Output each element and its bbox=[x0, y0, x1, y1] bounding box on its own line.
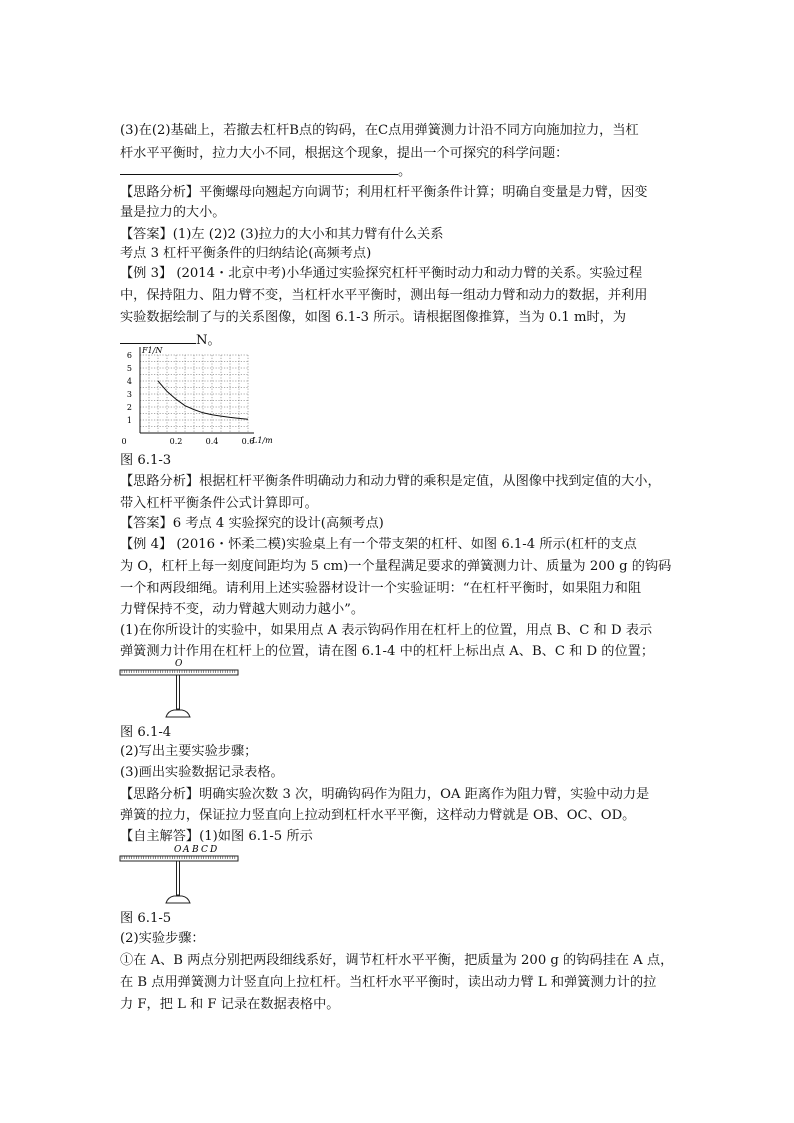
section-heading: 考点 3 杠杆平衡条件的归纳结论(高频考点) bbox=[120, 246, 372, 261]
text-line: 弹簧测力计作用在杠杆上的位置，请在图 6.1-4 中的杠杆上标出点 A、B、C 和 D 的位置； bbox=[120, 644, 655, 659]
f-l-graph bbox=[116, 345, 286, 445]
text-line: 力臂保持不变，动力臂越大则动力越小”。 bbox=[120, 602, 365, 617]
text-line: N。 bbox=[120, 331, 221, 350]
lever-figure-6-1-4 bbox=[118, 657, 244, 719]
text-line: 杆水平平衡时，拉力大小不同，根据这个现象，提出一个可探究的科学问题： bbox=[120, 146, 569, 161]
figure-caption: 图 6.1-5 bbox=[120, 911, 172, 926]
point-label-b: B bbox=[192, 845, 199, 855]
lever-base bbox=[166, 896, 190, 903]
point-label-o: O bbox=[174, 845, 182, 855]
text-line: (2)写出主要实验步骤； bbox=[120, 744, 258, 759]
pivot-label: O bbox=[175, 659, 183, 669]
text-line: 【思路分析】明确实验次数 3 次，明确钩码作为阻力，OA 距离作为阻力臂，实验中动力是 bbox=[120, 787, 650, 802]
answer-blank bbox=[120, 331, 196, 344]
x-axis-label: L1/m bbox=[252, 436, 273, 445]
figure-caption: 图 6.1-3 bbox=[120, 453, 172, 468]
text-line: 在 B 点用弹簧测力计竖直向上拉杠杆。当杠杆水平平衡时，读出动力臂 L 和弹簧测力计的拉 bbox=[120, 975, 657, 990]
text-line: (3)画出实验数据记录表格。 bbox=[120, 765, 284, 780]
y-tick-label: 2 bbox=[126, 403, 132, 412]
text-line: (2)实验步骤： bbox=[120, 931, 205, 946]
lever-figure-6-1-5 bbox=[118, 843, 244, 905]
answer-blank-line: 。 bbox=[120, 162, 411, 181]
x-tick-label: 0.2 bbox=[169, 437, 183, 445]
text-line: 力 F，把 L 和 F 记录在数据表格中。 bbox=[120, 997, 340, 1012]
text-line: 弹簧的拉力，保证拉力竖直向上拉动到杠杆水平平衡，这样动力臂就是 OB、OC、OD。 bbox=[120, 808, 636, 823]
figure-caption: 图 6.1-4 bbox=[120, 725, 172, 740]
y-tick-label: 4 bbox=[126, 377, 132, 386]
lever-stand bbox=[177, 675, 180, 709]
text-line: ①在 A、B 两点分别把两段细线系好，调节杠杆水平平衡，把质量为 200 g 的钩码挂在 A 点， bbox=[120, 953, 674, 968]
text-line: 实验数据绘制了与的关系图像，如图 6.1-3 所示。请根据图像推算，当为 0.1 m时，为 bbox=[120, 310, 627, 325]
y-tick-label: 6 bbox=[126, 351, 132, 360]
text-line: 【自主解答】(1)如图 6.1-5 所示 bbox=[120, 829, 313, 844]
text-line: (3)在(2)基础上，若撤去杠杆B点的钩码，在C点用弹簧测力计沿不同方向施加拉力，当杠 bbox=[120, 123, 639, 138]
text-line: 【答案】6 考点 4 实验探究的设计(高频考点) bbox=[120, 516, 384, 531]
text-line: 为 O，杠杆上每一刻度间距均为 5 cm)一个量程满足要求的弹簧测力计、质量为 200 g 的钩码 bbox=[120, 559, 672, 574]
lever-stand bbox=[177, 861, 180, 895]
y-axis-label: F1/N bbox=[142, 346, 163, 355]
text-line: 【答案】(1)左 (2)2 (3)拉力的大小和其力臂有什么关系 bbox=[120, 227, 444, 242]
text-line: 【例 4】 (2016・怀柔二模)实验桌上有一个带支架的杠杆、如图 6.1-4 所示(杠杆的支点 bbox=[120, 537, 637, 552]
x-tick-label: 0.6 bbox=[241, 437, 255, 445]
x-tick-label: 0 bbox=[121, 437, 127, 445]
point-label-c: C bbox=[201, 845, 208, 855]
text-line: (1)在你所设计的实验中，如果用点 A 表示钩码作用在杠杆上的位置，用点 B、C 和 D 表示 bbox=[120, 623, 653, 638]
y-tick-label: 1 bbox=[126, 416, 132, 425]
point-label-a: A bbox=[183, 845, 190, 855]
text-line: 中，保持阻力、阻力臂不变，当杠杆水平平衡时，测出每一组动力臂和动力的数据，并利用 bbox=[120, 288, 648, 303]
text-line: 带入杠杆平衡条件公式计算即可。 bbox=[120, 496, 318, 511]
lever-base bbox=[166, 710, 190, 717]
point-labels bbox=[174, 845, 217, 855]
x-tick-label: 0.4 bbox=[205, 437, 219, 445]
answer-blank bbox=[120, 162, 398, 175]
text-line: 【思路分析】根据杠杆平衡条件明确动力和动力臂的乘积是定值，从图像中找到定值的大小， bbox=[120, 474, 661, 489]
y-tick-label: 5 bbox=[126, 364, 132, 373]
y-tick-label: 3 bbox=[126, 390, 132, 399]
text-line: 【例 3】 (2014・北京中考)小华通过实验探究杠杆平衡时动力和动力臂的关系。实验过程 bbox=[120, 266, 643, 281]
text-line: 一个和两段细绳。请利用上述实验器材设计一个实验证明：“在杠杆平衡时，如果阻力和阻 bbox=[120, 581, 642, 596]
point-label-d: D bbox=[210, 845, 218, 855]
text-line: 量是拉力的大小。 bbox=[120, 205, 226, 220]
text-line: 【思路分析】平衡螺母向翘起方向调节；利用杠杆平衡条件计算；明确自变量是力臂，因变 bbox=[120, 185, 648, 200]
